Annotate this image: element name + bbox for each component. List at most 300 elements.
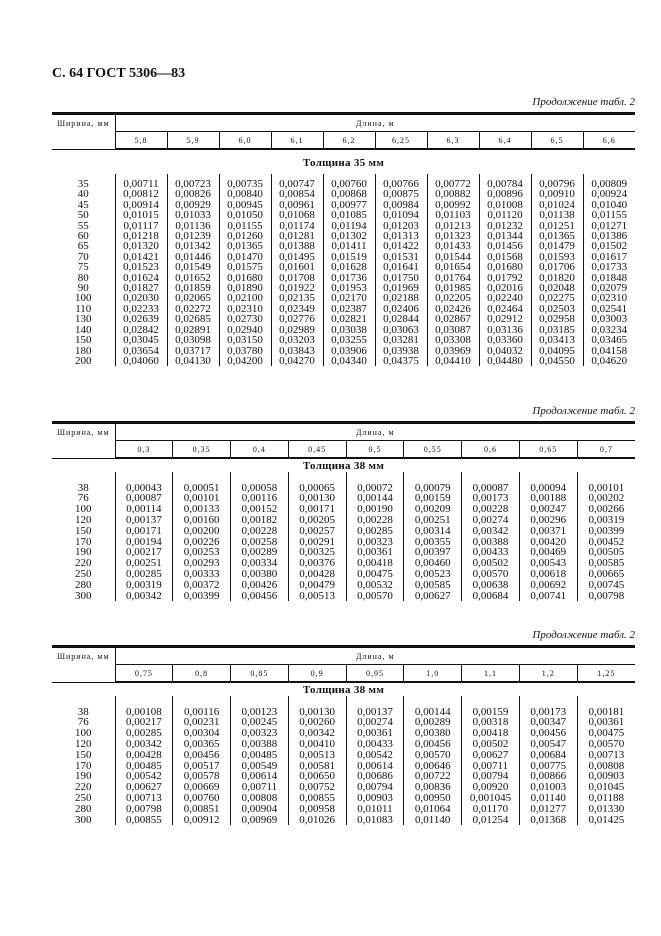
value-cell: 0,00181 <box>577 707 635 718</box>
value-cell: 0,00713 <box>115 793 173 804</box>
value-cell: 0,00144 <box>404 707 462 718</box>
value-cell: 0,00627 <box>404 591 462 602</box>
value-cell: 0,00542 <box>346 750 404 761</box>
value-cell: 0,00840 <box>219 189 271 199</box>
value-cell: 0,02685 <box>167 314 219 324</box>
value-cell: 0,04200 <box>219 356 271 366</box>
value-cell: 0,00319 <box>577 515 635 526</box>
value-cell: 0,00798 <box>577 591 635 602</box>
value-cell: 0,01232 <box>479 221 531 231</box>
table-row <box>52 750 635 761</box>
value-cell: 0,00087 <box>115 493 173 504</box>
value-cell: 0,02079 <box>583 283 635 293</box>
value-cell: 0,00361 <box>346 547 404 558</box>
width-cell: 110 <box>75 302 92 315</box>
value-cell: 0,03413 <box>531 335 583 345</box>
value-cell: 0,00969 <box>231 815 289 826</box>
value-cell: 0,00570 <box>404 750 462 761</box>
length-header-cell: 0,8 <box>173 665 231 683</box>
value-cell: 0,00485 <box>231 750 289 761</box>
length-header-cell: 6,6 <box>583 132 635 150</box>
value-cell: 0,00692 <box>519 580 577 591</box>
value-cell: 0,01260 <box>219 231 271 241</box>
value-cell: 0,00581 <box>288 761 346 772</box>
value-cell: 0,03780 <box>219 346 271 356</box>
value-cell: 0,02170 <box>323 293 375 303</box>
value-cell: 0,00289 <box>231 547 289 558</box>
length-header-cell: 1,0 <box>404 665 462 683</box>
value-cell: 0,02205 <box>427 293 479 303</box>
value-cell: 0,00646 <box>404 761 462 772</box>
value-cell: 0,00485 <box>115 761 173 772</box>
value-cell: 0,00072 <box>346 483 404 494</box>
value-cell: 0,02233 <box>115 304 167 314</box>
value-cell: 0,00228 <box>346 515 404 526</box>
value-cell: 0,00228 <box>462 504 520 515</box>
value-cell: 0,02464 <box>479 304 531 314</box>
value-cell: 0,00171 <box>115 526 173 537</box>
value-cell: 0,00079 <box>404 483 462 494</box>
value-cell: 0,00342 <box>115 739 173 750</box>
value-cell: 0,01624 <box>115 273 167 283</box>
data-table <box>52 421 635 601</box>
data-table <box>52 645 635 825</box>
value-cell: 0,01085 <box>323 210 375 220</box>
value-cell: 0,00452 <box>577 537 635 548</box>
value-cell: 0,00116 <box>231 493 289 504</box>
table-row <box>52 591 635 602</box>
value-cell: 0,00920 <box>462 782 520 793</box>
width-cell: 150 <box>75 524 92 537</box>
value-cell: 0,01820 <box>531 273 583 283</box>
value-cell: 0,01575 <box>219 262 271 272</box>
value-cell: 0,02048 <box>531 283 583 293</box>
value-cell: 0,00542 <box>115 771 173 782</box>
value-cell: 0,00961 <box>271 200 323 210</box>
value-cell: 0,03465 <box>583 335 635 345</box>
value-cell: 0,00428 <box>115 750 173 761</box>
value-cell: 0,02272 <box>167 304 219 314</box>
value-cell: 0,00713 <box>577 750 635 761</box>
value-cell: 0,00426 <box>231 580 289 591</box>
value-cell: 0,00875 <box>375 189 427 199</box>
value-cell: 0,00334 <box>231 558 289 569</box>
value-cell: 0,01281 <box>271 231 323 241</box>
value-cell: 0,03654 <box>115 346 167 356</box>
section-title: Толщина 38 мм <box>302 684 385 696</box>
length-header-cell: 0,9 <box>288 665 346 683</box>
value-cell: 0,00159 <box>404 493 462 504</box>
value-cell: 0,00130 <box>288 493 346 504</box>
value-cell: 0,00296 <box>519 515 577 526</box>
width-cell: 90 <box>77 282 89 295</box>
value-cell: 0,00285 <box>115 569 173 580</box>
value-cell: 0,00475 <box>346 569 404 580</box>
value-cell: 0,00101 <box>173 493 231 504</box>
value-cell: 0,02958 <box>531 314 583 324</box>
value-cell: 0,00456 <box>519 728 577 739</box>
width-cell: 38 <box>77 481 89 494</box>
width-cell: 50 <box>77 209 89 222</box>
value-cell: 0,00456 <box>231 591 289 602</box>
table-block-thickness-38-a <box>52 405 635 601</box>
table-caption: Продолжение табл. 2 <box>532 405 635 417</box>
value-cell: 0,02639 <box>115 314 167 324</box>
width-cell: 130 <box>75 313 92 326</box>
length-column-header: Длина, м <box>115 114 635 132</box>
value-cell: 0,01827 <box>115 283 167 293</box>
table-row <box>52 526 635 537</box>
length-header-cell: 0,75 <box>115 665 173 683</box>
value-cell: 0,00684 <box>462 591 520 602</box>
value-cell: 0,01050 <box>219 210 271 220</box>
value-cell: 0,01433 <box>427 241 479 251</box>
value-cell: 0,00388 <box>231 739 289 750</box>
value-cell: 0,00182 <box>231 515 289 526</box>
value-cell: 0,00258 <box>231 537 289 548</box>
value-cell: 0,01194 <box>323 221 375 231</box>
value-cell: 0,00826 <box>167 189 219 199</box>
value-cell: 0,00992 <box>427 200 479 210</box>
value-cell: 0,00342 <box>115 591 173 602</box>
data-table <box>52 112 635 366</box>
value-cell: 0,00325 <box>288 547 346 558</box>
value-cell: 0,01652 <box>167 273 219 283</box>
value-cell: 0,00722 <box>404 771 462 782</box>
value-cell: 0,00460 <box>404 558 462 569</box>
value-cell: 0,00133 <box>173 504 231 515</box>
value-cell: 0,02310 <box>219 304 271 314</box>
value-cell: 0,01601 <box>271 262 323 272</box>
value-cell: 0,02310 <box>583 293 635 303</box>
value-cell: 0,00502 <box>462 558 520 569</box>
value-cell: 0,01277 <box>519 804 577 815</box>
width-cell: 65 <box>77 240 89 253</box>
value-cell: 0,00570 <box>462 569 520 580</box>
value-cell: 0,00578 <box>173 771 231 782</box>
value-cell: 0,00217 <box>115 717 173 728</box>
value-cell: 0,00854 <box>271 189 323 199</box>
value-cell: 0,00549 <box>231 761 289 772</box>
value-cell: 0,00570 <box>346 591 404 602</box>
value-cell: 0,00912 <box>173 815 231 826</box>
value-cell: 0,01680 <box>219 273 271 283</box>
value-cell: 0,00543 <box>519 558 577 569</box>
value-cell: 0,00372 <box>173 580 231 591</box>
value-cell: 0,02349 <box>271 304 323 314</box>
length-header-cell: 0,85 <box>231 665 289 683</box>
value-cell: 0,01033 <box>167 210 219 220</box>
value-cell: 0,00399 <box>577 526 635 537</box>
value-cell: 0,01568 <box>479 252 531 262</box>
length-header-cell: 0,35 <box>173 441 231 459</box>
width-cell: 35 <box>77 178 89 190</box>
width-cell: 280 <box>75 802 92 815</box>
value-cell: 0,00289 <box>404 717 462 728</box>
value-cell: 0,00433 <box>462 547 520 558</box>
value-cell: 0,00760 <box>323 179 375 189</box>
value-cell: 0,00293 <box>173 558 231 569</box>
value-cell: 0,02842 <box>115 325 167 335</box>
value-cell: 0,00114 <box>115 504 173 515</box>
value-cell: 0,00711 <box>462 761 520 772</box>
value-cell: 0,01617 <box>583 252 635 262</box>
value-cell: 0,01064 <box>404 804 462 815</box>
value-cell: 0,00137 <box>115 515 173 526</box>
value-cell: 0,00291 <box>288 537 346 548</box>
value-cell: 0,02065 <box>167 293 219 303</box>
value-cell: 0,00152 <box>231 504 289 515</box>
value-cell: 0,01302 <box>323 231 375 241</box>
value-cell: 0,00627 <box>462 750 520 761</box>
width-cell: 40 <box>77 188 89 201</box>
value-cell: 0,00171 <box>288 504 346 515</box>
length-header-cell: 6,0 <box>219 132 271 150</box>
value-cell: 0,00984 <box>375 200 427 210</box>
value-cell: 0,00194 <box>115 537 173 548</box>
value-cell: 0,01680 <box>479 262 531 272</box>
value-cell: 0,00190 <box>346 504 404 515</box>
value-cell: 0,01323 <box>427 231 479 241</box>
value-cell: 0,01495 <box>271 252 323 262</box>
value-cell: 0,00418 <box>462 728 520 739</box>
value-cell: 0,00741 <box>519 591 577 602</box>
value-cell: 0,00058 <box>231 483 289 494</box>
value-cell: 0,00361 <box>346 728 404 739</box>
value-cell: 0,00371 <box>519 526 577 537</box>
value-cell: 0,01456 <box>479 241 531 251</box>
width-cell: 220 <box>75 781 92 794</box>
value-cell: 0,01003 <box>519 782 577 793</box>
value-cell: 0,00159 <box>462 707 520 718</box>
value-cell: 0,01523 <box>115 262 167 272</box>
value-cell: 0,02989 <box>271 325 323 335</box>
value-cell: 0,01120 <box>479 210 531 220</box>
value-cell: 0,03045 <box>115 335 167 345</box>
value-cell: 0,03969 <box>427 346 479 356</box>
value-cell: 0,00323 <box>231 728 289 739</box>
width-cell: 200 <box>75 354 92 367</box>
value-cell: 0,00226 <box>173 537 231 548</box>
value-cell: 0,01736 <box>323 273 375 283</box>
value-cell: 0,01425 <box>577 815 635 826</box>
value-cell: 0,01388 <box>271 241 323 251</box>
value-cell: 0,01985 <box>427 283 479 293</box>
value-cell: 0,02030 <box>115 293 167 303</box>
value-cell: 0,03234 <box>583 325 635 335</box>
width-cell: 300 <box>75 589 92 602</box>
section-title: Толщина 35 мм <box>302 156 385 169</box>
value-cell: 0,00144 <box>346 493 404 504</box>
value-cell: 0,00547 <box>519 739 577 750</box>
value-cell: 0,03717 <box>167 346 219 356</box>
value-cell: 0,03087 <box>427 325 479 335</box>
value-cell: 0,01531 <box>375 252 427 262</box>
value-cell: 0,00323 <box>346 537 404 548</box>
page-header: С. 64 ГОСТ 5306—83 <box>52 66 186 81</box>
length-header-cell: 0,55 <box>404 441 462 459</box>
value-cell: 0,00285 <box>346 526 404 537</box>
value-cell: 0,00388 <box>462 537 520 548</box>
value-cell: 0,00410 <box>288 739 346 750</box>
value-cell: 0,00304 <box>173 728 231 739</box>
value-cell: 0,00650 <box>288 771 346 782</box>
value-cell: 0,01040 <box>583 200 635 210</box>
width-cell: 80 <box>77 271 89 284</box>
value-cell: 0,00808 <box>577 761 635 772</box>
value-cell: 0,00202 <box>577 493 635 504</box>
width-column-header: Ширина, мм <box>52 647 115 683</box>
value-cell: 0,01365 <box>219 241 271 251</box>
width-cell: 100 <box>75 727 92 740</box>
value-cell: 0,00257 <box>288 526 346 537</box>
length-header-cell: 6,2 <box>323 132 375 150</box>
value-cell: 0,00523 <box>404 569 462 580</box>
value-cell: 0,01519 <box>323 252 375 262</box>
value-cell: 0,00904 <box>231 804 289 815</box>
value-cell: 0,00108 <box>115 707 173 718</box>
width-cell: 150 <box>75 334 92 347</box>
table-row <box>52 815 635 826</box>
value-cell: 0,01764 <box>427 273 479 283</box>
width-cell: 190 <box>75 770 92 783</box>
value-cell: 0,03038 <box>323 325 375 335</box>
value-cell: 0,00910 <box>531 189 583 199</box>
table-caption: Продолжение табл. 2 <box>532 629 635 641</box>
value-cell: 0,00043 <box>115 483 173 494</box>
value-cell: 0,00570 <box>577 739 635 750</box>
length-header-cell: 0,45 <box>288 441 346 459</box>
value-cell: 0,01422 <box>375 241 427 251</box>
value-cell: 0,01330 <box>577 804 635 815</box>
width-cell: 250 <box>75 567 92 580</box>
value-cell: 0,03360 <box>479 335 531 345</box>
width-column-header: Ширина, мм <box>52 114 115 150</box>
value-cell: 0,00958 <box>288 804 346 815</box>
value-cell: 0,00669 <box>173 782 231 793</box>
width-cell: 76 <box>77 716 89 729</box>
width-cell: 170 <box>75 535 92 548</box>
value-cell: 0,00735 <box>219 179 271 189</box>
value-cell: 0,01026 <box>288 815 346 826</box>
value-cell: 0,00924 <box>583 189 635 199</box>
width-cell: 45 <box>77 198 89 211</box>
value-cell: 0,00274 <box>462 515 520 526</box>
value-cell: 0,00087 <box>462 483 520 494</box>
value-cell: 0,00794 <box>346 782 404 793</box>
value-cell: 0,02730 <box>219 314 271 324</box>
value-cell: 0,00585 <box>577 558 635 569</box>
value-cell: 0,00796 <box>531 179 583 189</box>
value-cell: 0,01024 <box>531 200 583 210</box>
value-cell: 0,01140 <box>404 815 462 826</box>
value-cell: 0,00475 <box>577 728 635 739</box>
value-cell: 0,00784 <box>479 179 531 189</box>
value-cell: 0,00775 <box>519 761 577 772</box>
value-cell: 0,00747 <box>271 179 323 189</box>
value-cell: 0,00851 <box>173 804 231 815</box>
value-cell: 0,04375 <box>375 356 427 366</box>
value-cell: 0,01203 <box>375 221 427 231</box>
value-cell: 0,00285 <box>115 728 173 739</box>
value-cell: 0,01117 <box>115 221 167 231</box>
value-cell: 0,01313 <box>375 231 427 241</box>
value-cell: 0,01015 <box>115 210 167 220</box>
value-cell: 0,00456 <box>173 750 231 761</box>
value-cell: 0,00173 <box>519 707 577 718</box>
value-cell: 0,00380 <box>231 569 289 580</box>
length-header-cell: 0,4 <box>231 441 289 459</box>
value-cell: 0,02867 <box>427 314 479 324</box>
value-cell: 0,02387 <box>323 304 375 314</box>
value-cell: 0,02016 <box>479 283 531 293</box>
length-header-cell: 6,4 <box>479 132 531 150</box>
value-cell: 0,02844 <box>375 314 427 324</box>
value-cell: 0,01271 <box>583 221 635 231</box>
value-cell: 0,00614 <box>231 771 289 782</box>
value-cell: 0,00479 <box>288 580 346 591</box>
value-cell: 0,00513 <box>288 750 346 761</box>
value-cell: 0,01140 <box>519 793 577 804</box>
value-cell: 0,02891 <box>167 325 219 335</box>
value-cell: 0,00855 <box>288 793 346 804</box>
value-cell: 0,01251 <box>531 221 583 231</box>
value-cell: 0,00456 <box>404 739 462 750</box>
length-header-cell: 0,3 <box>115 441 173 459</box>
value-cell: 0,00711 <box>115 179 167 189</box>
value-cell: 0,00094 <box>519 483 577 494</box>
length-header-cell: 0,95 <box>346 665 404 683</box>
value-cell: 0,00123 <box>231 707 289 718</box>
value-cell: 0,01138 <box>531 210 583 220</box>
table-caption: Продолжение табл. 2 <box>532 96 635 108</box>
width-column-header: Ширина, мм <box>52 423 115 459</box>
value-cell: 0,00116 <box>173 707 231 718</box>
value-cell: 0,01254 <box>462 815 520 826</box>
width-cell: 55 <box>77 219 89 232</box>
value-cell: 0,01386 <box>583 231 635 241</box>
width-cell: 220 <box>75 557 92 570</box>
value-cell: 0,04158 <box>583 346 635 356</box>
value-cell: 0,03136 <box>479 325 531 335</box>
value-cell: 0,00251 <box>404 515 462 526</box>
length-header-cell: 6,1 <box>271 132 323 150</box>
value-cell: 0,00513 <box>288 591 346 602</box>
value-cell: 0,01628 <box>323 262 375 272</box>
width-cell: 70 <box>77 250 89 263</box>
value-cell: 0,01733 <box>583 262 635 272</box>
value-cell: 0,001045 <box>462 793 520 804</box>
value-cell: 0,00882 <box>427 189 479 199</box>
value-cell: 0,01953 <box>323 283 375 293</box>
width-cell: 280 <box>75 578 92 591</box>
value-cell: 0,01365 <box>531 231 583 241</box>
value-cell: 0,00380 <box>404 728 462 739</box>
value-cell: 0,00160 <box>173 515 231 526</box>
value-cell: 0,00798 <box>115 804 173 815</box>
value-cell: 0,01969 <box>375 283 427 293</box>
value-cell: 0,00760 <box>173 793 231 804</box>
value-cell: 0,00945 <box>219 200 271 210</box>
length-header-cell: 6,3 <box>427 132 479 150</box>
value-cell: 0,00251 <box>115 558 173 569</box>
value-cell: 0,00903 <box>346 793 404 804</box>
value-cell: 0,01470 <box>219 252 271 262</box>
value-cell: 0,00260 <box>288 717 346 728</box>
value-cell: 0,00532 <box>346 580 404 591</box>
value-cell: 0,02240 <box>479 293 531 303</box>
value-cell: 0,00836 <box>404 782 462 793</box>
